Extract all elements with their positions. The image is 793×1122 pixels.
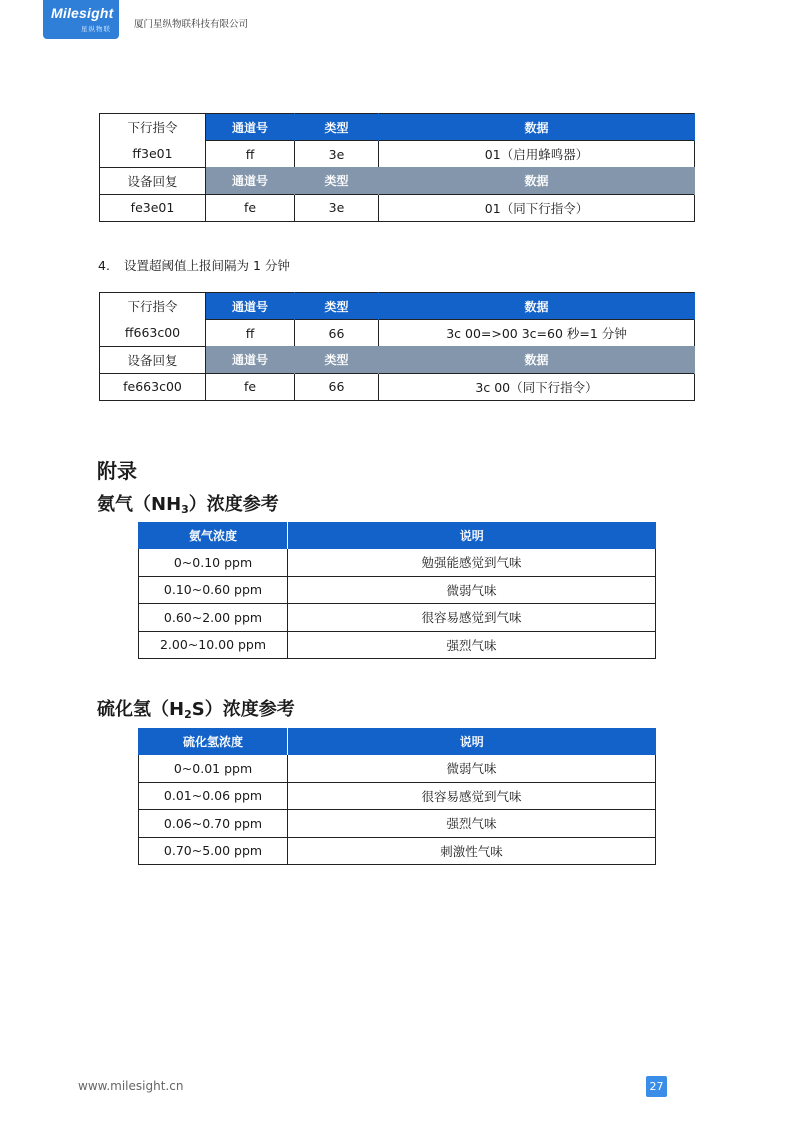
header-data: 数据 (379, 346, 695, 373)
table-row (139, 782, 656, 810)
table-row (139, 549, 656, 576)
header-type: 类型 (295, 114, 379, 141)
company-name: 厦门星纵物联科技有限公司 (134, 19, 249, 30)
website-link[interactable]: www.milesight.cn (78, 1079, 184, 1093)
h2s-title-post: S）浓度参考 (191, 699, 295, 720)
h2s-section-title (97, 695, 295, 721)
buzzer-command-table (99, 113, 695, 222)
h2s-header-description: 说明 (288, 728, 656, 755)
header-data: 数据 (379, 293, 695, 320)
nh3-concentration: 0.10~0.60 ppm (139, 576, 288, 604)
header-channel: 通道号 (206, 167, 295, 194)
table-row (139, 837, 656, 865)
nh3-concentration: 2.00~10.00 ppm (139, 631, 288, 659)
reply-channel: fe (206, 194, 295, 221)
downlink-type: 3e (295, 141, 379, 168)
nh3-description: 强烈气味 (288, 631, 656, 659)
header-type: 类型 (295, 167, 379, 194)
h2s-concentration: 0.06~0.70 ppm (139, 810, 288, 838)
nh3-title-pre: 氨气（NH (97, 494, 182, 515)
reply-label: 设备回复 (100, 346, 206, 373)
reply-cmd: fe663c00 (100, 373, 206, 400)
h2s-reference-table (138, 728, 656, 865)
h2s-concentration: 0.70~5.00 ppm (139, 837, 288, 865)
nh3-header-concentration: 氨气浓度 (139, 522, 288, 549)
nh3-description: 很容易感觉到气味 (288, 604, 656, 632)
report-interval-command-table (99, 292, 695, 401)
downlink-channel: ff (206, 141, 295, 168)
table-row (139, 576, 656, 604)
h2s-description: 刺激性气味 (288, 837, 656, 865)
h2s-header-concentration: 硫化氢浓度 (139, 728, 288, 755)
page-number: 27 (646, 1076, 667, 1097)
step-number: 4. (98, 258, 110, 273)
nh3-concentration: 0.60~2.00 ppm (139, 604, 288, 632)
h2s-concentration: 0.01~0.06 ppm (139, 782, 288, 810)
h2s-title-pre: 硫化氢（H (97, 699, 185, 720)
reply-cmd: fe3e01 (100, 194, 206, 221)
nh3-description: 微弱气味 (288, 576, 656, 604)
page-header (0, 0, 793, 42)
header-type: 类型 (295, 293, 379, 320)
header-channel: 通道号 (206, 293, 295, 320)
downlink-label: 下行指令 (100, 293, 206, 320)
reply-type: 66 (295, 373, 379, 400)
nh3-concentration: 0~0.10 ppm (139, 549, 288, 576)
nh3-section-title (97, 490, 279, 516)
logo-subtext: 星纵物联 (81, 25, 111, 33)
h2s-title-sub: 2 (184, 708, 192, 721)
reply-data: 01（同下行指令） (379, 194, 695, 221)
nh3-title-post: ）浓度参考 (188, 494, 279, 515)
nh3-header-description: 说明 (288, 522, 656, 549)
header-channel: 通道号 (206, 346, 295, 373)
downlink-cmd: ff663c00 (100, 320, 206, 347)
table-row (139, 631, 656, 659)
reply-type: 3e (295, 194, 379, 221)
downlink-type: 66 (295, 320, 379, 347)
h2s-concentration: 0~0.01 ppm (139, 755, 288, 782)
logo-text: Milesight (51, 5, 114, 21)
milesight-logo (43, 0, 119, 39)
nh3-description: 勉强能感觉到气味 (288, 549, 656, 576)
header-channel: 通道号 (206, 114, 295, 141)
appendix-title: 附录 (97, 459, 137, 483)
reply-label: 设备回复 (100, 167, 206, 194)
h2s-description: 微弱气味 (288, 755, 656, 782)
header-data: 数据 (379, 114, 695, 141)
reply-channel: fe (206, 373, 295, 400)
downlink-data: 01（启用蜂鸣器） (379, 141, 695, 168)
downlink-channel: ff (206, 320, 295, 347)
step-text: 设置超阈值上报间隔为 1 分钟 (124, 258, 290, 273)
table-row (139, 604, 656, 632)
h2s-description: 强烈气味 (288, 810, 656, 838)
header-type: 类型 (295, 346, 379, 373)
header-data: 数据 (379, 167, 695, 194)
nh3-title-sub: 3 (181, 503, 189, 516)
table-row (139, 810, 656, 838)
step-4 (98, 256, 290, 274)
reply-data: 3c 00（同下行指令） (379, 373, 695, 400)
downlink-data: 3c 00=>00 3c=60 秒=1 分钟 (379, 320, 695, 347)
downlink-label: 下行指令 (100, 114, 206, 141)
table-row (139, 755, 656, 782)
downlink-cmd: ff3e01 (100, 141, 206, 168)
h2s-description: 很容易感觉到气味 (288, 782, 656, 810)
nh3-reference-table (138, 522, 656, 659)
